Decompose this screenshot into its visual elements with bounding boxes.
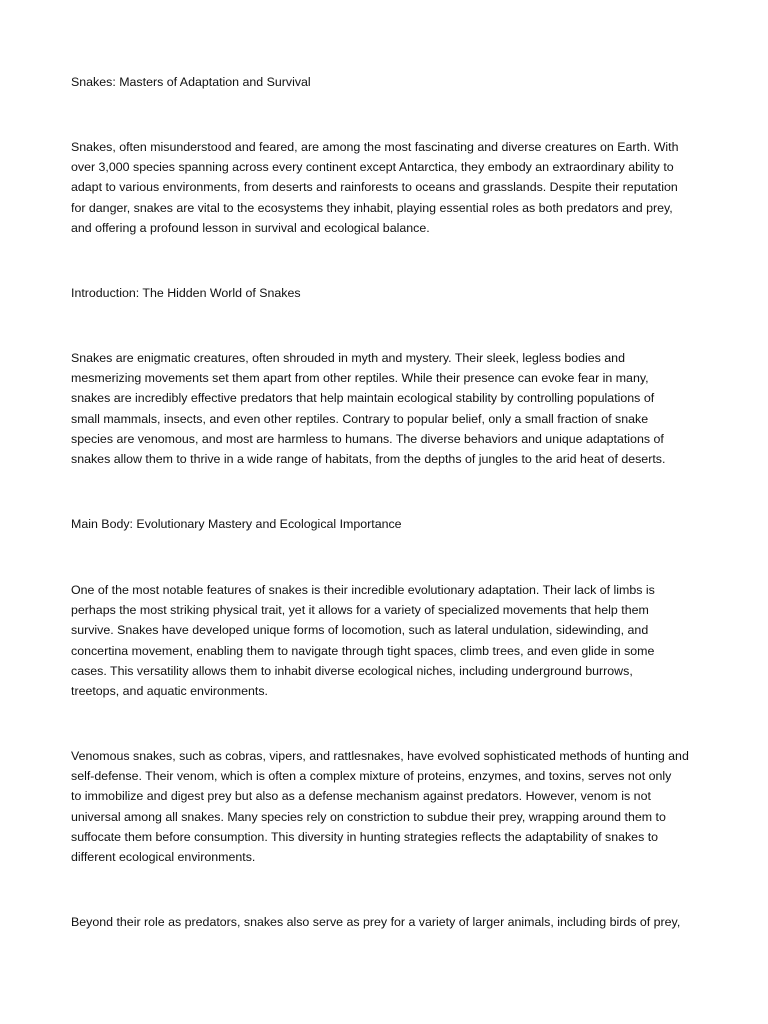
- document-title: [71, 72, 701, 92]
- text-line: Snakes, often misunderstood and feared, are among the most fascinating and diverse creatures on Earth. With: [71, 140, 679, 154]
- text-line: perhaps the most striking physical trait, yet it allows for a variety of specialized movements that help them: [71, 603, 649, 618]
- text-line: Introduction: The Hidden World of Snakes: [71, 286, 301, 300]
- text-line: Main Body: Evolutionary Mastery and Ecological Importance: [71, 517, 402, 531]
- intro-paragraph: [71, 137, 701, 238]
- main-body-paragraph-1: [71, 580, 701, 701]
- text-line: snakes allow them to thrive in a wide range of habitats, from the depths of jungles to the arid heat of deserts.: [71, 452, 666, 467]
- text-line: universal among all snakes. Many species rely on constriction to subdue their prey, wrapping around them to: [71, 809, 666, 824]
- text-line: for danger, snakes are vital to the ecosystems they inhabit, playing essential roles as both predators and prey,: [71, 200, 673, 215]
- text-line: snakes are incredibly effective predators that help maintain ecological stability by controlling populations of: [71, 391, 655, 406]
- text-line: suffocate them before consumption. This diversity in hunting strategies reflects the adaptability of snakes to: [71, 829, 659, 844]
- text-line: different ecological environments.: [71, 850, 256, 865]
- text-line: species are venomous, and most are harmless to humans. The diverse behaviors and unique adaptations of: [71, 431, 664, 446]
- main-body-paragraph-3: [71, 912, 701, 932]
- text-line: self-defense. Their venom, which is often a complex mixture of proteins, enzymes, and toxins, serves not only: [71, 769, 672, 784]
- text-line: Snakes: Masters of Adaptation and Survival: [71, 75, 311, 89]
- text-line: Venomous snakes, such as cobras, vipers, and rattlesnakes, have evolved sophisticated methods of hunting and: [71, 749, 689, 763]
- text-line: Snakes are enigmatic creatures, often shrouded in myth and mystery. Their sleek, legless bodies and: [71, 351, 625, 365]
- main-body-paragraph-2: [71, 746, 701, 867]
- section-heading-main-body: [71, 514, 701, 534]
- text-line: small mammals, insects, and even other reptiles. Contrary to popular belief, only a small fraction of snake: [71, 411, 649, 426]
- text-line: cases. This versatility allows them to inhabit diverse ecological niches, including underground burrows,: [71, 663, 633, 678]
- text-line: over 3,000 species spanning across every continent except Antarctica, they embody an extraordinary ability to: [71, 160, 674, 175]
- text-line: mesmerizing movements set them apart from other reptiles. While their presence can evoke fear in many,: [71, 371, 649, 386]
- text-line: One of the most notable features of snakes is their incredible evolutionary adaptation. Their lack of limbs is: [71, 583, 655, 597]
- text-line: to immobilize and digest prey but also as a defense mechanism against predators. However, venom is not: [71, 789, 651, 804]
- text-line: survive. Snakes have developed unique forms of locomotion, such as lateral undulation, sidewinding, and: [71, 623, 649, 638]
- text-line: concertina movement, enabling them to navigate through tight spaces, climb trees, and even glide in some: [71, 643, 655, 658]
- section-heading-introduction: [71, 283, 701, 303]
- text-line: adapt to various environments, from deserts and rainforests to oceans and grasslands. Despite their reputation: [71, 180, 678, 195]
- text-line: and offering a profound lesson in survival and ecological balance.: [71, 220, 430, 235]
- text-line: treetops, and aquatic environments.: [71, 684, 268, 699]
- text-line: Beyond their role as predators, snakes also serve as prey for a variety of larger animals, including birds of prey,: [71, 915, 681, 929]
- introduction-paragraph: [71, 348, 701, 469]
